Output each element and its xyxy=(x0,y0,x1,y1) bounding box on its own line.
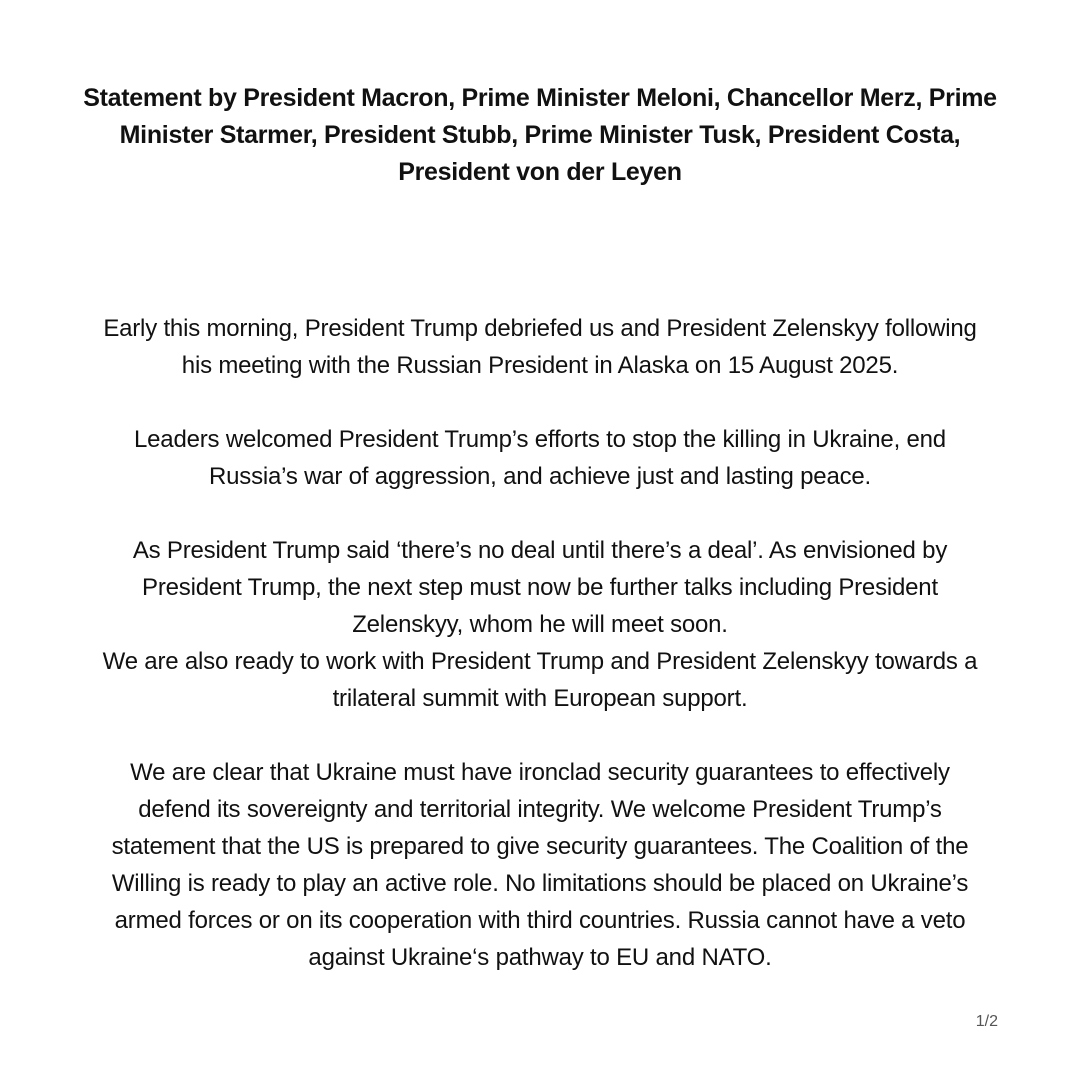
body-line: defend its sovereignty and territorial integrity. We welcome President Trump’s xyxy=(138,796,942,823)
paragraph-next-step xyxy=(40,532,1040,643)
paragraph-welcome xyxy=(40,421,1040,495)
title-line: Statement by President Macron, Prime Minister Meloni, Chancellor Merz, Prime xyxy=(83,84,997,112)
body-line: We are also ready to work with President Trump and President Zelenskyy towards a xyxy=(102,648,978,675)
body-line: against Ukraine‘s pathway to EU and NATO. xyxy=(308,944,772,971)
paragraph-trilateral xyxy=(40,643,1040,717)
paragraph-debrief xyxy=(40,310,1040,384)
body-line: We are clear that Ukraine must have ironclad security guarantees to effectively xyxy=(130,759,950,786)
body-line: Leaders welcomed President Trump’s efforts to stop the killing in Ukraine, end xyxy=(134,426,946,453)
body-line: Russia’s war of aggression, and achieve just and lasting peace. xyxy=(208,463,872,490)
body-line: trilateral summit with European support. xyxy=(332,685,748,712)
body-line: armed forces or on its cooperation with third countries. Russia cannot have a veto xyxy=(114,907,966,934)
body-line: Early this morning, President Trump debriefed us and President Zelenskyy following xyxy=(103,315,977,342)
body-line: statement that the US is prepared to give security guarantees. The Coalition of the xyxy=(111,833,969,860)
body-line: President Trump, the next step must now be further talks including President xyxy=(142,574,938,601)
body-line: Zelenskyy, whom he will meet soon. xyxy=(352,611,728,638)
statement-title xyxy=(60,80,1020,191)
title-line: President von der Leyen xyxy=(398,158,682,186)
body-line: As President Trump said ‘there’s no deal until there’s a deal’. As envisioned by xyxy=(132,537,948,564)
body-line: Willing is ready to play an active role. No limitations should be placed on Ukraine’s xyxy=(111,870,969,897)
statement-body xyxy=(40,310,1040,976)
paragraph-security-guarantees xyxy=(40,754,1040,976)
page-indicator: 1/2 xyxy=(975,1013,998,1030)
title-line: Minister Starmer, President Stubb, Prime Minister Tusk, President Costa, xyxy=(119,121,961,149)
body-line: his meeting with the Russian President in Alaska on 15 August 2025. xyxy=(181,352,899,379)
